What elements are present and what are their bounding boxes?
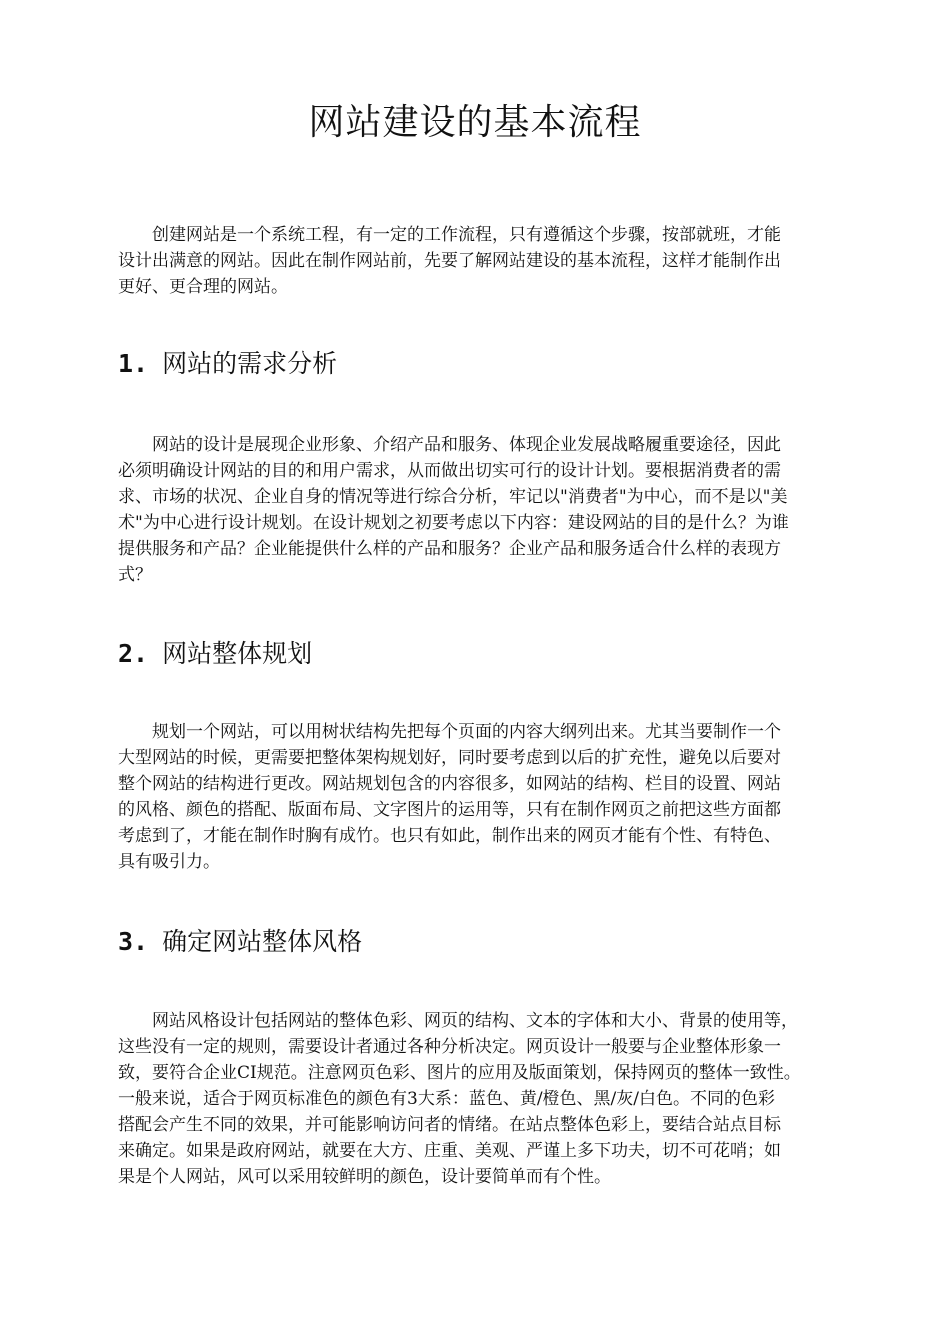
section-number: 1. xyxy=(118,349,149,378)
paragraph-line: 致，要符合企业CI规范。注意网页色彩、图片的应用及版面策划，保持网页的整体一致性。 xyxy=(118,1063,801,1083)
section-heading-text: 确定网站整体风格 xyxy=(162,927,363,956)
section-heading-1 xyxy=(118,346,337,382)
paragraph-line: 式？ xyxy=(118,565,152,585)
paragraph-line: 大型网站的时候，更需要把整体架构规划好，同时要考虑到以后的扩充性，避免以后要对 xyxy=(118,748,781,768)
section-heading-text: 网站的需求分析 xyxy=(162,349,338,378)
paragraph-line: 整个网站的结构进行更改。网站规划包含的内容很多，如网站的结构、栏目的设置、网站 xyxy=(118,774,781,794)
section-1-paragraph xyxy=(118,432,838,588)
paragraph-line: 一般来说，适合于网页标准色的颜色有3大系：蓝色、黄/橙色、黑/灰/白色。不同的色彩 xyxy=(118,1089,775,1109)
paragraph-line: 考虑到了，才能在制作时胸有成竹。也只有如此，制作出来的网页才能有个性、有特色、 xyxy=(118,826,781,846)
section-3-paragraph xyxy=(118,1008,838,1190)
section-heading-3 xyxy=(118,924,362,960)
document-title: 网站建设的基本流程 xyxy=(308,102,642,143)
paragraph-line: 规划一个网站，可以用树状结构先把每个页面的内容大纲列出来。尤其当要制作一个 xyxy=(118,722,781,742)
section-number: 2. xyxy=(118,639,149,668)
paragraph-line: 网站风格设计包括网站的整体色彩、网页的结构、文本的字体和大小、背景的使用等， xyxy=(118,1011,798,1031)
section-heading-text: 网站整体规划 xyxy=(162,639,313,668)
section-2-paragraph xyxy=(118,719,838,875)
paragraph-line: 搭配会产生不同的效果，并可能影响访问者的情绪。在站点整体色彩上，要结合站点目标 xyxy=(118,1115,781,1135)
paragraph-line: 必须明确设计网站的目的和用户需求，从而做出切实可行的设计计划。要根据消费者的需 xyxy=(118,461,781,481)
paragraph-line: 来确定。如果是政府网站，就要在大方、庄重、美观、严谨上多下功夫，切不可花哨；如 xyxy=(118,1141,781,1161)
paragraph-line: 果是个人网站，风可以采用较鲜明的颜色，设计要简单而有个性。 xyxy=(118,1167,611,1187)
paragraph-line: 术"为中心进行设计规划。在设计规划之初要考虑以下内容：建设网站的目的是什么？为谁 xyxy=(118,513,789,533)
paragraph-line: 这些没有一定的规则，需要设计者通过各种分析决定。网页设计一般要与企业整体形象一 xyxy=(118,1037,781,1057)
intro-paragraph xyxy=(118,222,838,300)
section-heading-2 xyxy=(118,636,312,672)
paragraph-line: 提供服务和产品？企业能提供什么样的产品和服务？企业产品和服务适合什么样的表现方 xyxy=(118,539,781,559)
paragraph-line: 网站的设计是展现企业形象、介绍产品和服务、体现企业发展战略履重要途径，因此 xyxy=(118,435,781,455)
paragraph-line: 创建网站是一个系统工程，有一定的工作流程，只有遵循这个步骤，按部就班，才能 xyxy=(118,225,781,245)
paragraph-line: 设计出满意的网站。因此在制作网站前，先要了解网站建设的基本流程，这样才能制作出 xyxy=(118,251,781,271)
section-number: 3. xyxy=(118,927,149,956)
paragraph-line: 的风格、颜色的搭配、版面布局、文字图片的运用等，只有在制作网页之前把这些方面都 xyxy=(118,800,781,820)
paragraph-line: 更好、更合理的网站。 xyxy=(118,277,288,297)
paragraph-line: 具有吸引力。 xyxy=(118,852,220,872)
paragraph-line: 求、市场的状况、企业自身的情况等进行综合分析，牢记以"消费者"为中心，而不是以"美 xyxy=(118,487,788,507)
